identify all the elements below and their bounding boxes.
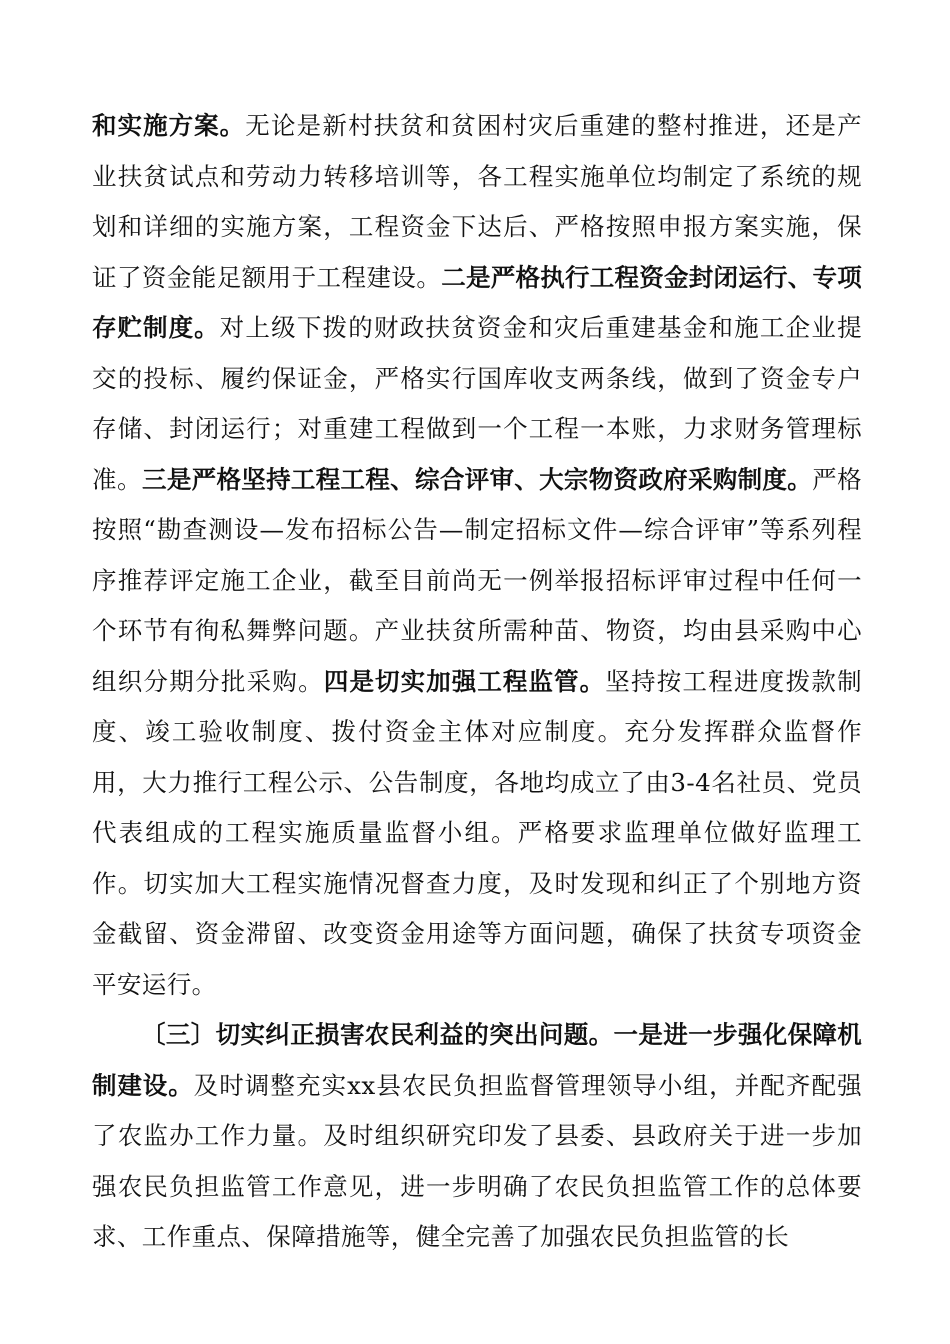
body-text-fund-storage: 对上级下拨的财政扶贫资金和灾后重建基金和施工企业提交的投标、履约保证金，严格实行国库收支两条线，做到了资金专户存储、封闭运行；对重建工程做到一个工程一本账，力求财务管理标准。	[92, 313, 862, 494]
bold-heading-section-three: 〔三〕切实纠正损害农民利益的突出问题。一是进一步强化保障机制建设。	[92, 1020, 862, 1100]
bold-heading-supervision: 四是切实加强工程监管。	[323, 666, 606, 696]
bold-heading-closed-operation: 二是严格执行工程资金封闭运行、专项存贮制度。	[92, 262, 862, 342]
body-text-farmer-burden: 及时调整充实xx县农民负担监督管理领导小组，并配齐配强了农监办工作力量。及时组织研究印发了县委、县政府关于进一步加强农民负担监管工作意见，进一步明确了农民负担监管工作的总体要求、工作重点、保障措施等，健全完善了加强农民负担监管的长	[92, 1070, 862, 1251]
body-text-planning: 无论是新村扶贫和贫困村灾后重建的整村推进，还是产业扶贫试点和劳动力转移培训等，各工程实施单位均制定了系统的规划和详细的实施方案，工程资金下达后、严格按照申报方案实施，保证了资金能足额用于工程建设。	[92, 111, 862, 292]
document-body	[92, 101, 862, 1263]
bold-heading-implementation-plan: 和实施方案。	[92, 111, 246, 140]
paragraph-project-supervision	[92, 101, 862, 1010]
body-text-bidding: 严格按照“勘查测设—发布招标公告—制定招标文件—综合评审”等系列程序推荐评定施工企业，截至目前尚无一例举报招标评审过程中任何一个环节有徇私舞弊问题。产业扶贫所需种苗、物资，均由县采购中心组织分期分批采购。	[92, 464, 862, 696]
bold-heading-procurement: 三是严格坚持工程工程、综合评审、大宗物资政府采购制度。	[142, 464, 813, 494]
body-text-supervision: 坚持按工程进度拨款制度、竣工验收制度、拨付资金主体对应制度。充分发挥群众监督作用，大力推行工程公示、公告制度，各地均成立了由3-4名社员、党员代表组成的工程实施质量监督小组。严格要求监理单位做好监理工作。切实加大工程实施情况督查力度，及时发现和纠正了个别地方资金截留、资金滞留、改变资金用途等方面问题，确保了扶贫专项资金平安运行。	[92, 666, 863, 999]
paragraph-farmer-interests	[92, 1010, 862, 1263]
